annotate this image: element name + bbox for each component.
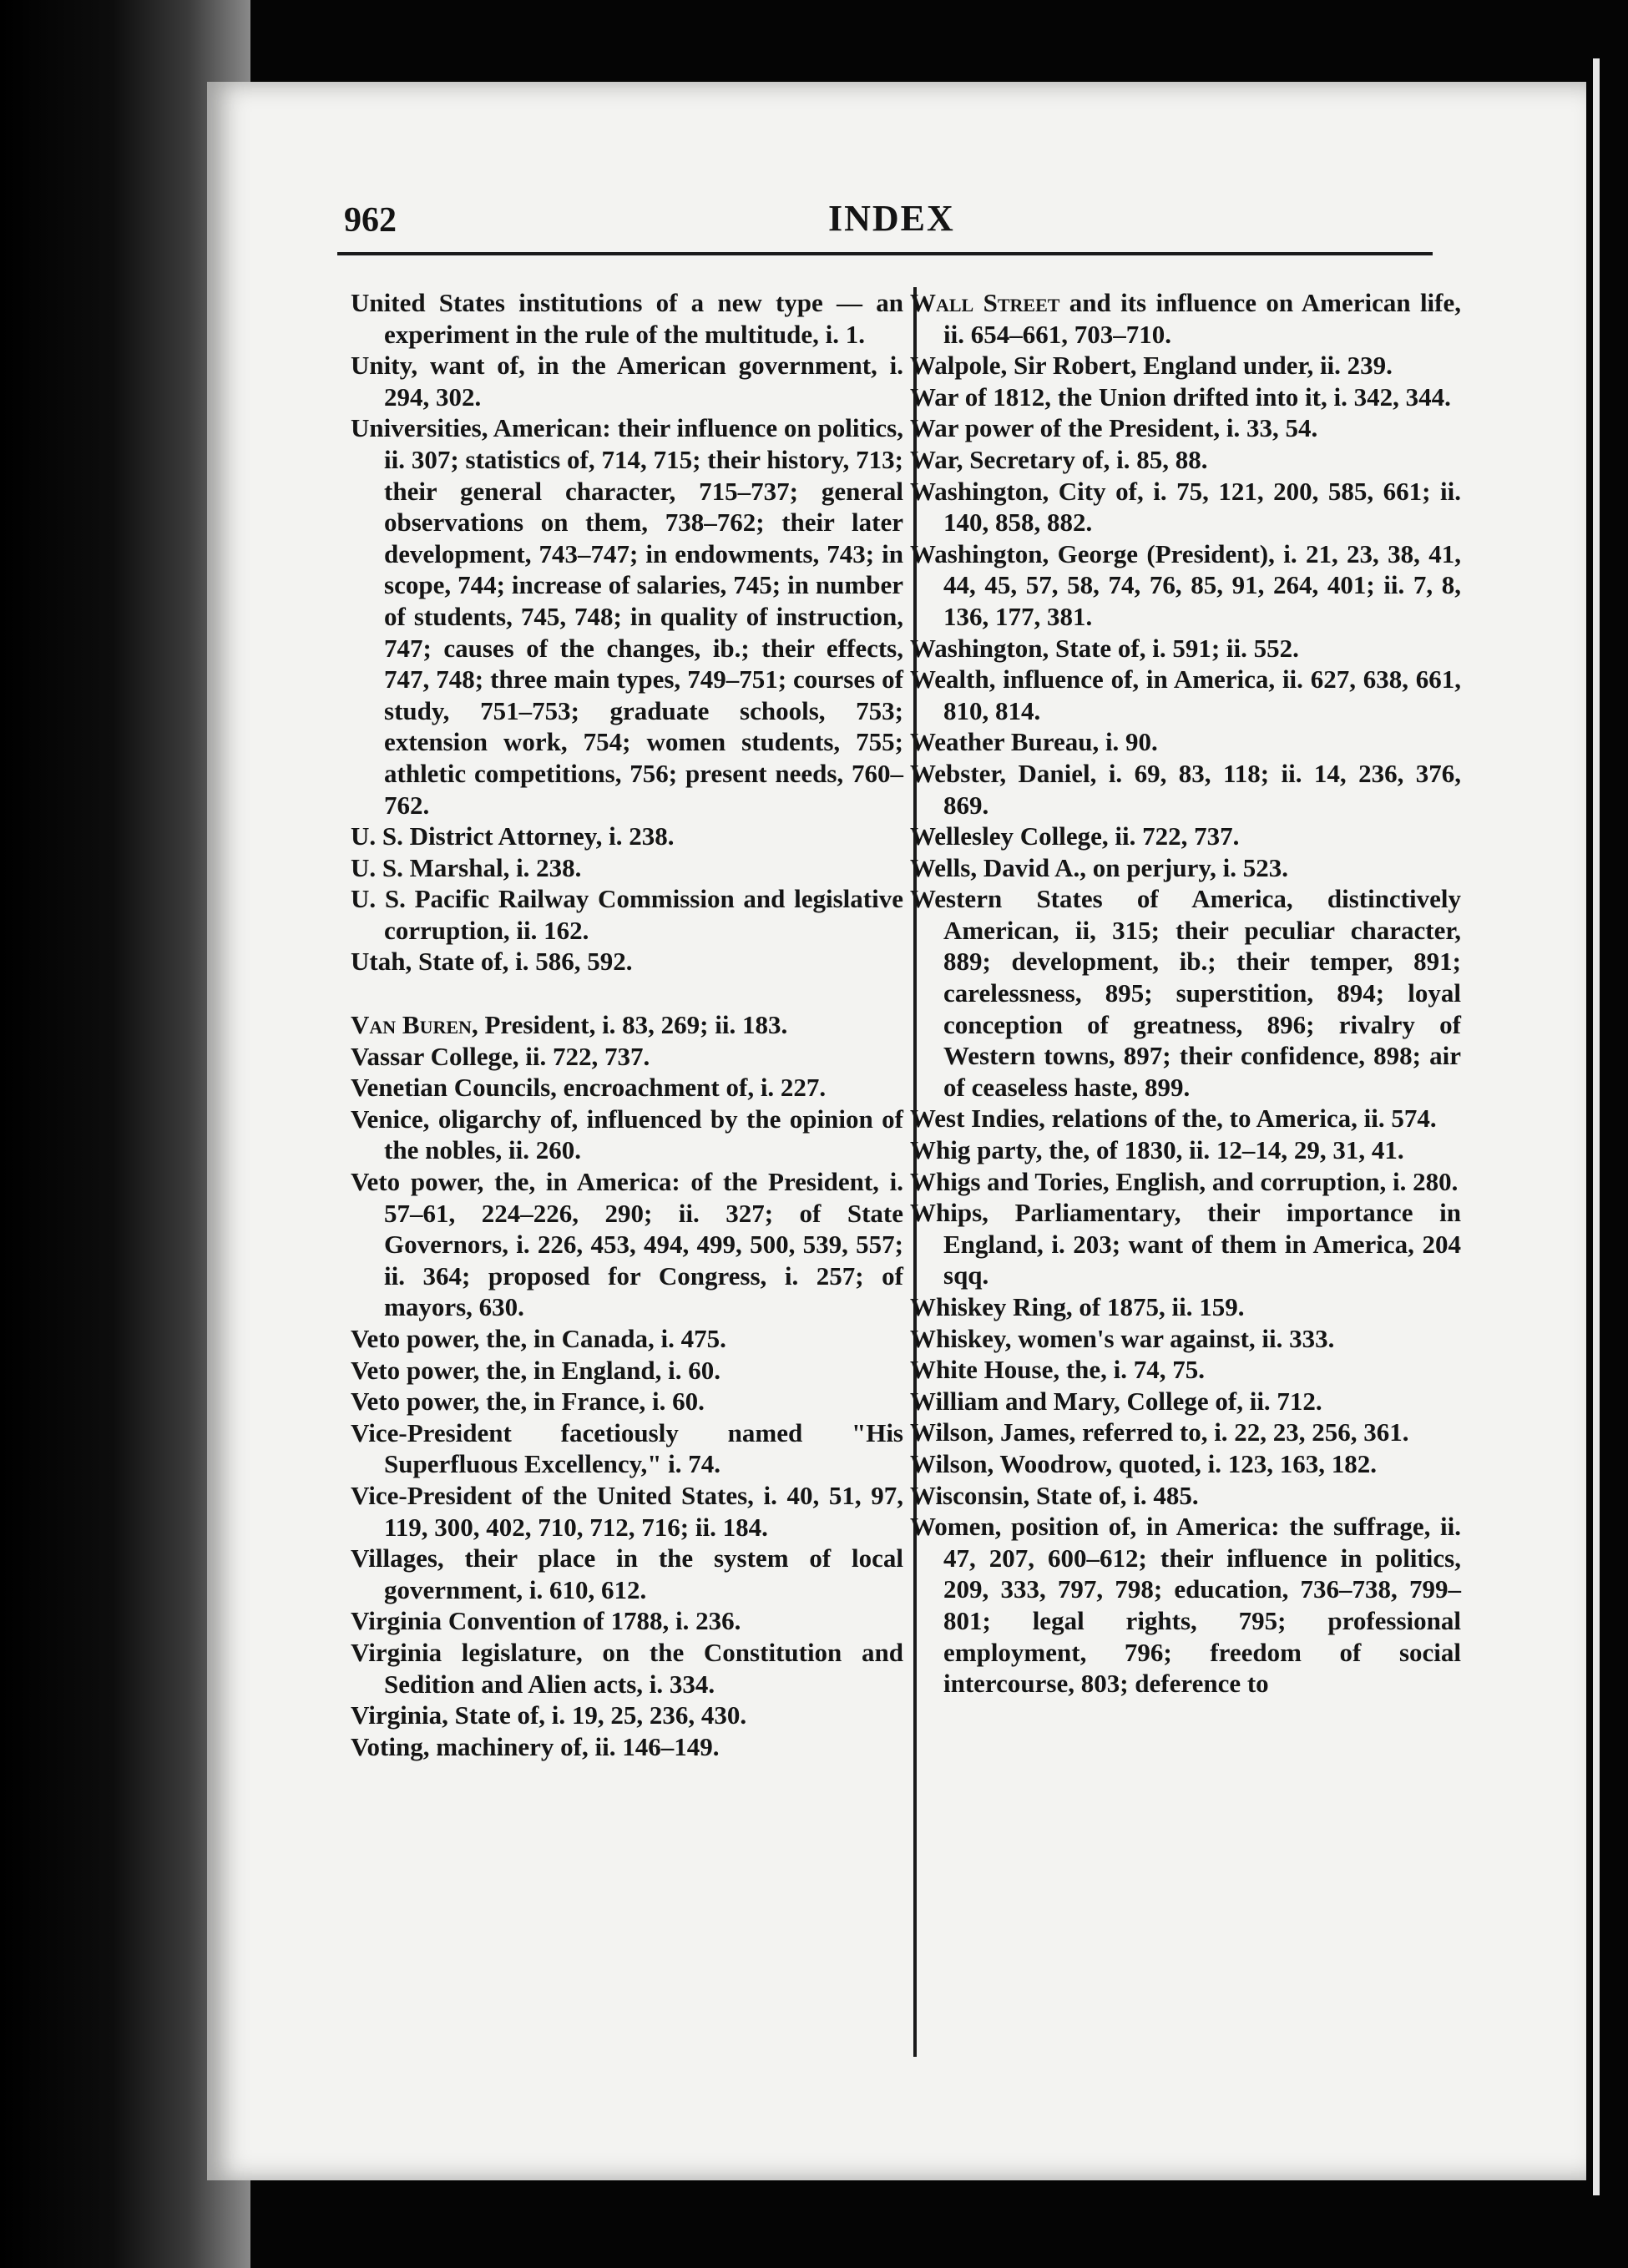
index-entry: [910, 476, 1461, 538]
index-entry-text: Utah, State of, i. 586, 592.: [351, 947, 633, 977]
index-entry-text: Voting, machinery of, ii. 146–149.: [351, 1731, 720, 1761]
index-entry: [351, 883, 903, 946]
index-entry-text: Villages, their place in the system of local government, i. 610, 612.: [351, 1543, 903, 1604]
index-entry-text: Vice-President of the United States, i. 40, 51, 97, 119, 300, 402, 710, 712, 716; ii. 184.: [351, 1480, 903, 1542]
index-entry: [910, 821, 1461, 852]
index-entry: [910, 1103, 1461, 1134]
index-entry-text: White House, the, i. 74, 75.: [910, 1355, 1206, 1385]
page-header: [344, 200, 1436, 250]
index-entry: [351, 1323, 903, 1355]
index-entry: [351, 287, 903, 350]
index-entry-text: Veto power, the, in America: of the President, i. 57–61, 224–226, 290; ii. 327; of State Governors, i. 226, 453, 494, 499, 500, 539, 557; ii. 364; proposed for Congress, i. 257; of mayors, 630.: [351, 1167, 903, 1322]
index-entry-text: Vassar College, ii. 722, 737.: [351, 1041, 650, 1071]
index-entry-text: Wellesley College, ii. 722, 737.: [910, 821, 1240, 851]
index-entry: [910, 758, 1461, 821]
index-entry: [910, 1448, 1461, 1480]
index-entry: [910, 412, 1461, 444]
index-entry-text: Wisconsin, State of, i. 485.: [910, 1480, 1199, 1510]
index-entry-text: Webster, Daniel, i. 69, 83, 118; ii. 14, 236, 376, 869.: [910, 758, 1461, 820]
index-entry-text: Wilson, James, referred to, i. 22, 23, 256, 361.: [910, 1417, 1409, 1447]
index-entry-text: Venice, oligarchy of, influenced by the opinion of the nobles, ii. 260.: [351, 1104, 903, 1165]
index-entry-text: Virginia Convention of 1788, i. 236.: [351, 1606, 741, 1636]
index-entry: [351, 1104, 903, 1166]
index-entry-text: Virginia, State of, i. 19, 25, 236, 430.: [351, 1700, 747, 1730]
index-entry-text: Veto power, the, in France, i. 60.: [351, 1387, 705, 1417]
index-entry: [910, 1166, 1461, 1198]
index-entry: [351, 1605, 903, 1637]
index-entry: [910, 350, 1461, 381]
index-entry: [351, 1731, 903, 1763]
index-entry-text: , President, i. 83, 269; ii. 183.: [471, 1010, 788, 1040]
index-entry-text: Whig party, the, of 1830, ii. 12–14, 29, 31, 41.: [910, 1135, 1404, 1165]
index-entry: [351, 821, 903, 852]
index-entry-text: Women, position of, in America: the suffrage, ii. 47, 207, 600–612; their influence in politics, 209, 333, 797, 798; education, 736–738, 799–801; legal rights, 795; professional employment, 796; freedom of social intercourse, 803; deference to: [910, 1512, 1461, 1699]
index-entry-text: Veto power, the, in Canada, i. 475.: [351, 1324, 726, 1353]
index-entry-text: U. S. Pacific Railway Commission and legislative corruption, ii. 162.: [351, 884, 903, 945]
index-entry: [910, 1134, 1461, 1166]
index-entry-text: Veto power, the, in England, i. 60.: [351, 1355, 720, 1385]
index-entry: [351, 1480, 903, 1543]
index-entry-text: and its influence on American life, ii. 654–661, 703–710.: [943, 288, 1461, 349]
index-entry: [910, 726, 1461, 758]
index-entry-text: Wealth, influence of, in America, ii. 627, 638, 661, 810, 814.: [910, 664, 1461, 725]
index-entry: [351, 412, 903, 821]
index-entry: [351, 1355, 903, 1387]
index-column-right: [910, 287, 1461, 1700]
index-entry-text: Venetian Councils, encroachment of, i. 227.: [351, 1073, 827, 1103]
index-entry-text: War of 1812, the Union drifted into it, i. 342, 344.: [910, 381, 1451, 412]
index-entry: [351, 852, 903, 884]
index-entry-text: Walpole, Sir Robert, England under, ii. 239.: [910, 351, 1393, 381]
index-entry: [351, 1166, 903, 1323]
index-entry-lead: Wall Street: [910, 288, 1060, 317]
index-entry-text: Weather Bureau, i. 90.: [910, 727, 1158, 757]
index-entry-text: Wilson, Woodrow, quoted, i. 123, 163, 182.: [910, 1448, 1377, 1478]
index-entry: [351, 1637, 903, 1700]
index-entry-text: U. S. District Attorney, i. 238.: [351, 821, 675, 851]
index-entry: [910, 852, 1461, 884]
index-entry-text: War, Secretary of, i. 85, 88.: [910, 444, 1208, 474]
running-title: INDEX: [828, 198, 955, 239]
index-entry-text: Washington, George (President), i. 21, 23, 38, 41, 44, 45, 57, 58, 74, 76, 85, 91, 264, 401; ii. 7, 8, 136, 177, 381.: [910, 538, 1461, 631]
index-entry-text: Vice-President facetiously named "His Superfluous Excellency," i. 74.: [351, 1417, 903, 1479]
index-entry: [910, 1291, 1461, 1323]
index-entry: [351, 1700, 903, 1731]
index-entry-text: War power of the President, i. 33, 54.: [910, 413, 1318, 443]
index-entry: [910, 633, 1461, 664]
index-entry-text: Universities, American: their influence on politics, ii. 307; statistics of, 714, 715; their history, 713; their general character, 715–737; general observations on them, 738–762; their later development, 743–747; in endowments, 743; in scope, 744; increase of salaries, 745; in number of students, 745, 748; in quality of instruction, 747; causes of the changes, ib.; their effects, 747, 748; three main types, 749–751; courses of study, 751–753; graduate schools, 753; extension work, 754; women students, 755; athletic competitions, 756; present needs, 760–762.: [351, 413, 903, 820]
index-entry-text: Whips, Parliamentary, their importance in England, i. 203; want of them in America, 204 sqq.: [910, 1198, 1461, 1291]
index-entry: [910, 883, 1461, 1103]
index-entry: [910, 1386, 1461, 1417]
index-entry: [351, 1009, 903, 1041]
header-rule: [337, 252, 1433, 255]
index-entry: [351, 946, 903, 977]
index-entry: [910, 287, 1461, 350]
index-entry-text: Wells, David A., on perjury, i. 523.: [910, 852, 1288, 882]
index-entry-lead: Van Buren: [351, 1010, 472, 1040]
index-entry: [351, 1417, 903, 1480]
scan-right-edge: [1593, 58, 1600, 2195]
index-entry-text: Virginia legislature, on the Constitution and Sedition and Alien acts, i. 334.: [351, 1637, 903, 1699]
index-entry-text: United States institutions of a new type — an experiment in the rule of the multitude, i. 1.: [351, 288, 903, 349]
index-entry-text: Unity, want of, in the American government, i. 294, 302.: [351, 351, 903, 412]
index-entry-text: West Indies, relations of the, to America, ii. 574.: [910, 1104, 1437, 1134]
index-entry-text: Whiskey, women's war against, ii. 333.: [910, 1323, 1335, 1353]
index-entry: [910, 1417, 1461, 1448]
index-entry: [351, 1072, 903, 1104]
index-entry: [910, 1323, 1461, 1355]
index-entry: [351, 350, 903, 412]
index-entry: [910, 538, 1461, 633]
index-entry: [910, 664, 1461, 726]
letter-section-gap: [351, 977, 903, 1009]
index-entry: [910, 1511, 1461, 1700]
index-entry: [351, 1386, 903, 1417]
index-entry: [910, 1480, 1461, 1512]
index-entry: [351, 1543, 903, 1605]
index-entry-text: Whiskey Ring, of 1875, ii. 159.: [910, 1292, 1245, 1321]
index-column-left: [351, 287, 903, 1762]
index-entry: [910, 444, 1461, 476]
index-entry: [910, 1197, 1461, 1291]
index-entry-text: Washington, City of, i. 75, 121, 200, 585, 661; ii. 140, 858, 882.: [910, 476, 1461, 538]
index-entry-text: William and Mary, College of, ii. 712.: [910, 1386, 1322, 1416]
index-entry-text: U. S. Marshal, i. 238.: [351, 852, 582, 882]
index-entry: [910, 381, 1461, 413]
index-entry: [351, 1041, 903, 1073]
page-number: 962: [344, 201, 397, 240]
index-entry-text: Whigs and Tories, English, and corruption, i. 280.: [910, 1166, 1459, 1196]
index-entry: [910, 1354, 1461, 1386]
index-entry-text: Washington, State of, i. 591; ii. 552.: [910, 633, 1299, 663]
index-entry-text: Western States of America, distinctively American, ii, 315; their peculiar character, 889; development, ib.; their temper, 891; carelessness, 895; superstition, 894; loyal conception of greatness, 896; rivalry of Western towns, 897; their confidence, 898; air of ceaseless haste, 899.: [910, 884, 1461, 1102]
